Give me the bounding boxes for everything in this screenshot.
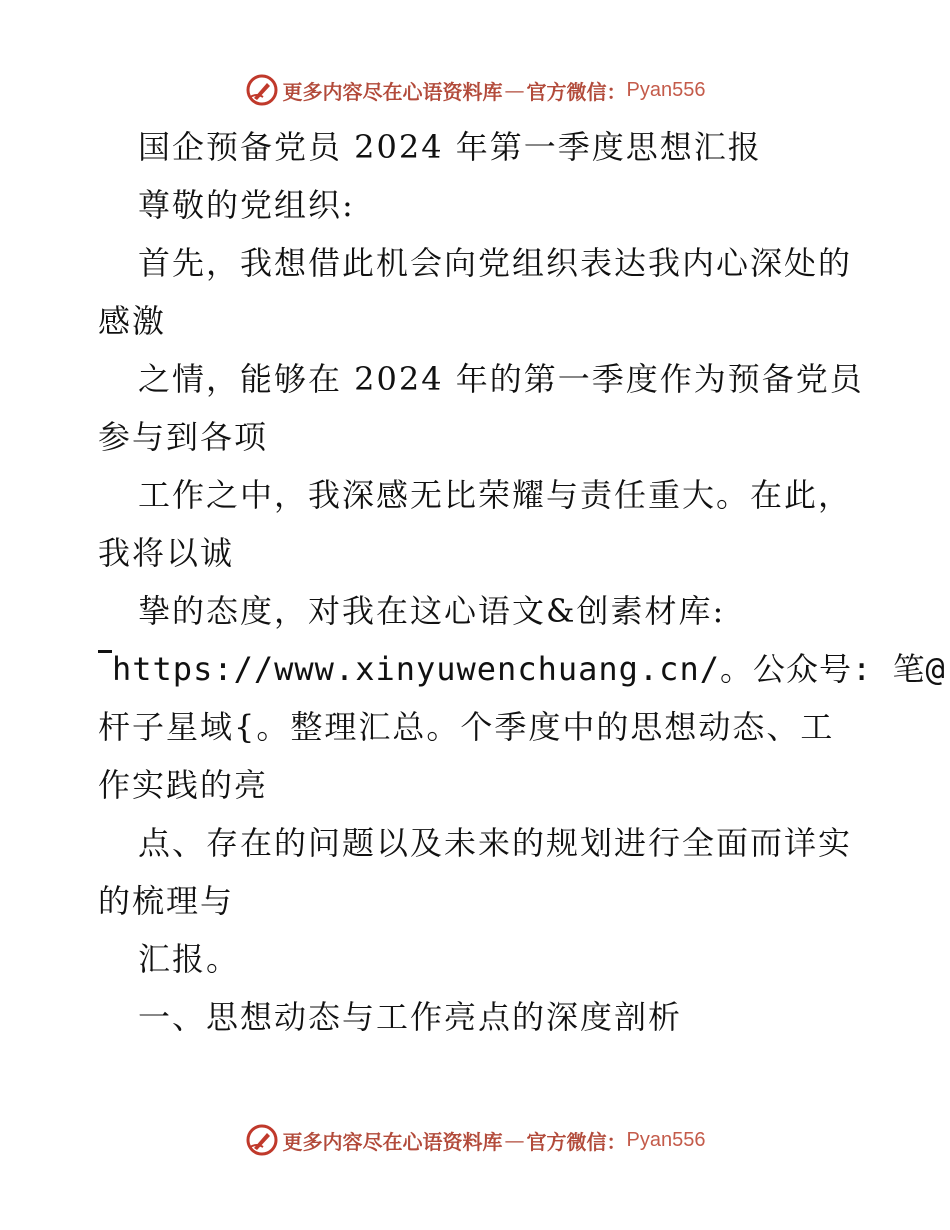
- text-line: 工作之中，我深感无比荣耀与责任重大。在此，: [138, 476, 853, 514]
- text-line: 点、存在的问题以及未来的规划进行全面而详实: [138, 824, 853, 862]
- text-line: 参与到各项: [98, 418, 269, 456]
- text-line: 杆子星域{。整理汇总。个季度中的思想动态、工: [98, 708, 835, 746]
- text-line: 作实践的亮: [98, 766, 269, 804]
- salutation: 尊敬的党组织:: [138, 186, 355, 224]
- pen-logo-icon: [245, 1123, 279, 1157]
- text-line: 首先，我想借此机会向党组织表达我内心深处的: [138, 244, 853, 282]
- url-line-text: https://www.xinyuwenchuang.cn/。公众号: 笔@: [112, 650, 946, 688]
- text-line: 我将以诚: [98, 534, 235, 572]
- section-heading: 一、思想动态与工作亮点的深度剖析: [138, 998, 683, 1036]
- watermark-brand: 更多内容尽在心语资料库: [282, 1129, 503, 1154]
- url-line: [98, 640, 946, 698]
- text-line: 汇报。: [138, 940, 241, 978]
- watermark-brand: 更多内容尽在心语资料库: [282, 79, 503, 104]
- document-body: [98, 118, 946, 1046]
- watermark-wechat-label: 官方微信：: [526, 1129, 627, 1154]
- watermark-separator: —: [504, 78, 525, 102]
- watermark-banner-bottom: [0, 1120, 950, 1160]
- text-line: 挚的态度，对我在这心语文&创素材库:: [138, 592, 726, 630]
- watermark-wechat-id: Pyan556: [626, 1128, 706, 1151]
- text-line: 之情，能够在 2024 年的第一季度作为预备党员: [138, 360, 864, 398]
- overline-mark: [98, 650, 112, 653]
- text-line: 的梳理与: [98, 882, 235, 920]
- text-line: 感激: [98, 302, 167, 340]
- watermark-wechat-label: 官方微信：: [526, 79, 627, 104]
- document-title: 国企预备党员 2024 年第一季度思想汇报: [138, 128, 762, 166]
- pen-logo-icon: [245, 73, 279, 107]
- watermark-separator: —: [504, 1128, 525, 1152]
- watermark-banner-top: [0, 70, 950, 110]
- watermark-wechat-id: Pyan556: [626, 78, 706, 101]
